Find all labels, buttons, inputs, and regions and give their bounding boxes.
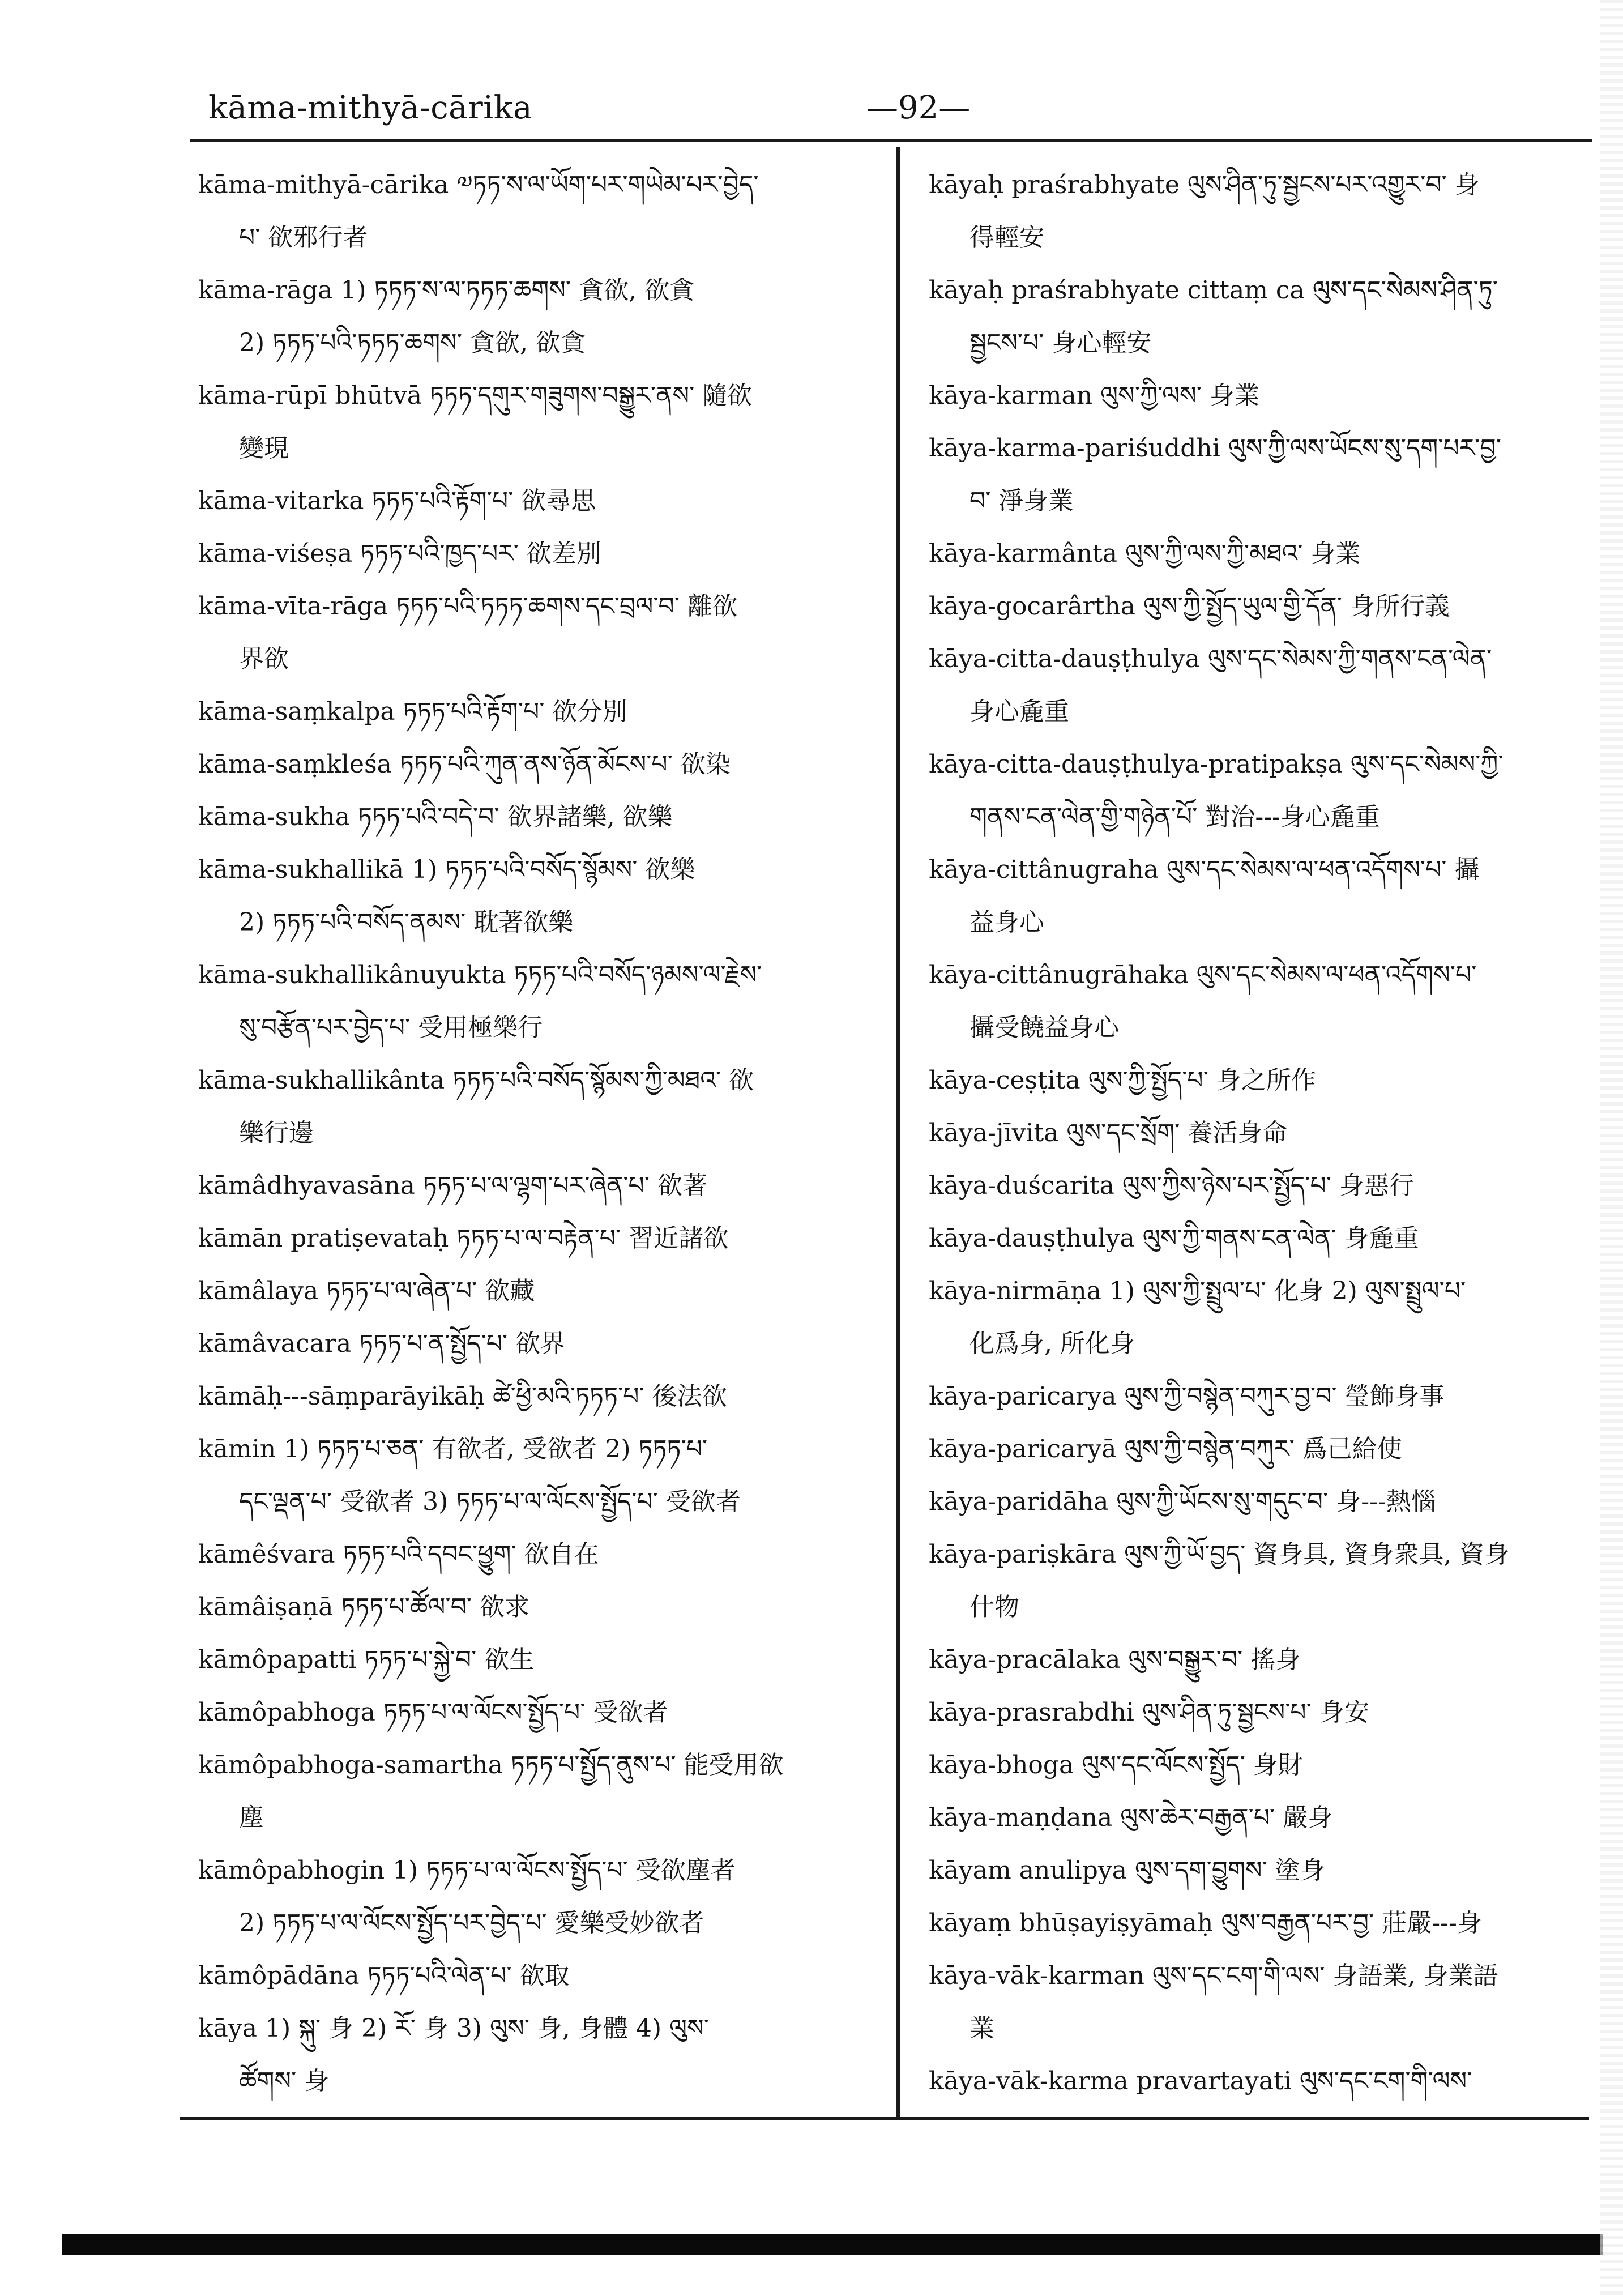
dictionary-entry xyxy=(198,369,881,475)
entry-headline: kāya-citta-dauṣṭhulya-pratipakṣa ལུས་དང་སེམས་ཀྱི་ xyxy=(929,750,1504,779)
dictionary-entry xyxy=(929,1791,1586,1844)
entry-headline: kāya-citta-dauṣṭhulya ལུས་དང་སེམས་ཀྱི་གནས་ངན་ལེན་ xyxy=(929,645,1492,673)
dictionary-entry xyxy=(198,580,881,685)
dictionary-entry xyxy=(198,264,881,369)
entry-continuation: 攝受饒益身心 xyxy=(969,1013,1119,1042)
entry-continuation: གནས་ངན་ལེན་གྱི་གཉེན་པོ་ 對治---身心麁重 xyxy=(969,803,1380,831)
running-head: kāma-mithyā-cārika xyxy=(208,89,533,126)
entry-headline: kāma-rūpī bhūtvā ཏཏཏ་དགུར་གཟུགས་བསྒྱུར་ནས་ 隨欲 xyxy=(198,381,753,410)
dictionary-entry xyxy=(929,1686,1586,1739)
entry-headline: kāma-saṃkalpa ཏཏཏ་པའི་རྟོག་པ་ 欲分別 xyxy=(198,697,627,726)
dictionary-entry xyxy=(929,1475,1586,1528)
entry-continuation: 得輕安 xyxy=(969,223,1044,252)
dictionary-entry xyxy=(929,264,1586,369)
dictionary-entry xyxy=(198,843,881,949)
dictionary-entry xyxy=(198,1528,881,1581)
entry-headline: kāya-cittânugraha ལུས་དང་སེམས་ལ་ཕན་འདོགས་པ་ 攝 xyxy=(929,855,1480,884)
entry-headline: kāmôpapatti ཏཏཏ་པ་སྐྱེ་བ་ 欲生 xyxy=(198,1645,535,1674)
entry-headline: kāma-vitarka ཏཏཏ་པའི་རྟོག་པ་ 欲尋思 xyxy=(198,486,596,515)
dictionary-entry xyxy=(929,1265,1586,1370)
entry-headline: kāya-cittânugrāhaka ལུས་དང་སེམས་ལ་ཕན་འདོགས་པ་ xyxy=(929,961,1477,989)
entry-headline: kāma-saṃkleśa ཏཏཏ་པའི་ཀུན་ནས་ཉོན་མོངས་པ་ 欲染 xyxy=(198,750,731,779)
entry-headline: kāmān pratiṣevataḥ ཏཏཏ་པ་ལ་བརྟེན་པ་ 習近諸欲 xyxy=(198,1224,729,1253)
dictionary-entry xyxy=(929,369,1586,422)
entry-headline: kāya-paricaryā ལུས་ཀྱི་བསྙེན་བཀུར་ 爲己給使 xyxy=(929,1435,1402,1463)
dictionary-entry xyxy=(929,580,1586,633)
top-rule xyxy=(190,139,1592,142)
entry-headline: kāya-karman ལུས་ཀྱི་ལས་ 身業 xyxy=(929,381,1259,410)
entry-headline: kāmāḥ---sāṃparāyikāḥ ཚེ་ཕྱི་མའི་ཏཏཏ་པ་ 後法欲 xyxy=(198,1382,727,1411)
entry-continuation: 樂行邊 xyxy=(239,1119,314,1147)
entry-headline: kāyaḥ praśrabhyate cittaṃ ca ལུས་དང་སེམས་ཤིན་ཏུ་ xyxy=(929,276,1498,305)
entry-headline: kāya-vāk-karman ལུས་དང་ངག་གི་ལས་ 身語業, 身業語 xyxy=(929,1961,1498,1990)
entry-continuation: 什物 xyxy=(969,1593,1019,1621)
dictionary-entry xyxy=(198,1581,881,1633)
entry-headline: kāma-rāga 1) ཏཏཏ་ས་ལ་ཏཏཏ་ཆགས་ 貪欲, 欲貪 xyxy=(198,276,695,305)
entry-headline: kāma-sukhallikā 1) ཏཏཏ་པའི་བསོད་སྙོམས་ 欲樂 xyxy=(198,855,695,884)
entry-continuation: བ་ 淨身業 xyxy=(969,486,1074,515)
entry-headline: kāya-ceṣṭita ལུས་ཀྱི་སྤྱོད་པ་ 身之所作 xyxy=(929,1066,1316,1095)
entry-headline: kāma-sukhallikânta ཏཏཏ་པའི་བསོད་སྙོམས་ཀྱི་མཐའ་ 欲 xyxy=(198,1066,754,1095)
entry-continuation: 界欲 xyxy=(239,645,289,673)
dictionary-entry xyxy=(929,1844,1586,1897)
dictionary-entry xyxy=(198,1212,881,1265)
entry-continuation: དང་ལྡན་པ་ 受欲者 3) ཏཏཏ་པ་ལ་ལོངས་སྤྱོད་པ་ 受欲者 xyxy=(239,1487,741,1516)
page-number: —92— xyxy=(866,89,971,126)
entry-continuation: སུ་བརྩོན་པར་བྱེད་པ་ 受用極樂行 xyxy=(239,1013,543,1042)
entry-headline: kāmôpabhogin 1) ཏཏཏ་པ་ལ་ལོངས་སྤྱོད་པ་ 受欲塵者 xyxy=(198,1856,736,1885)
dictionary-entry xyxy=(198,1370,881,1423)
entry-continuation: 2) ཏཏཏ་པའི་ཏཏཏ་ཆགས་ 貪欲, 欲貪 xyxy=(239,328,586,357)
entry-continuation: 變現 xyxy=(239,434,289,463)
entry-headline: kāma-sukha ཏཏཏ་པའི་བདེ་བ་ 欲界諸樂, 欲樂 xyxy=(198,803,673,831)
entry-headline: kāya-jīvita ལུས་དང་སྲོག་ 養活身命 xyxy=(929,1119,1288,1147)
dictionary-entry xyxy=(198,1265,881,1317)
entry-continuation: སྦྱངས་པ་ 身心輕安 xyxy=(969,328,1152,357)
entry-headline: kāma-sukhallikânuyukta ཏཏཏ་པའི་བསོད་ཉམས་ལ་རྗེས་ xyxy=(198,961,762,989)
entry-headline: kāmôpabhoga-samartha ཏཏཏ་པ་སྤྱོད་ནུས་པ་ 能受用欲 xyxy=(198,1751,784,1779)
dictionary-entry xyxy=(198,2002,881,2107)
dictionary-entry xyxy=(198,949,881,1054)
entry-headline: kāmôpabhoga ཏཏཏ་པ་ལ་ལོངས་སྤྱོད་པ་ 受欲者 xyxy=(198,1698,668,1727)
entry-headline: kāmâlaya ཏཏཏ་པ་ལ་ཞེན་པ་ 欲藏 xyxy=(198,1277,535,1305)
right-column xyxy=(929,159,1586,2107)
entry-headline: kāya-nirmāṇa 1) ལུས་ཀྱི་སྤྲུལ་པ་ 化身 2) ལུས་སྤྲུལ་པ་ xyxy=(929,1277,1466,1305)
entry-headline: kāmâiṣaṇā ཏཏཏ་པ་ཚོལ་བ་ 欲求 xyxy=(198,1593,530,1621)
entry-headline: kāyam anulipya ལུས་དག་བྱུགས་ 塗身 xyxy=(929,1856,1325,1885)
dictionary-entry xyxy=(929,422,1586,527)
dictionary-entry xyxy=(198,685,881,738)
entry-headline: kāya-karmânta ལུས་ཀྱི་ལས་ཀྱི་མཐའ་ 身業 xyxy=(929,539,1361,568)
left-column xyxy=(198,159,881,2107)
dictionary-entry xyxy=(929,2055,1586,2107)
dictionary-entry xyxy=(929,1159,1586,1212)
dictionary-entry xyxy=(929,738,1586,843)
entry-continuation: ཚོགས་ 身 xyxy=(239,2067,330,2096)
entry-headline: kāya-bhoga ལུས་དང་ལོངས་སྤྱོད་ 身財 xyxy=(929,1751,1303,1779)
dictionary-entry xyxy=(198,159,881,264)
dictionary-entry xyxy=(198,1317,881,1370)
entry-headline: kāya-pariṣkāra ལུས་ཀྱི་ཡོ་བྱད་ 資身具, 資身衆具, 資身 xyxy=(929,1540,1510,1569)
dictionary-entry xyxy=(929,159,1586,264)
dictionary-entry xyxy=(198,1633,881,1686)
dictionary-entry xyxy=(198,1844,881,1949)
dictionary-entry xyxy=(929,843,1586,949)
entry-headline: kāya-prasrabdhi ལུས་ཤིན་ཏུ་སྦྱངས་པ་ 身安 xyxy=(929,1698,1369,1727)
dictionary-entry xyxy=(929,1054,1586,1107)
dictionary-entry xyxy=(929,1107,1586,1159)
bottom-rule xyxy=(180,2117,1589,2120)
entry-headline: kāya 1) སྐུ་ 身 2) རོ་ 身 3) ལུས་ 身, 身體 4) ལུས་ xyxy=(198,2014,710,2043)
entry-headline: kāyaṃ bhūṣayiṣyāmaḥ ལུས་བརྒྱན་པར་བྱ་ 莊嚴---身 xyxy=(929,1909,1482,1937)
entry-headline: kāya-paricarya ལུས་ཀྱི་བསྙེན་བཀུར་བྱ་བ་ 瑩飾身事 xyxy=(929,1382,1445,1411)
entry-headline: kāya-gocarârtha ལུས་ཀྱི་སྤྱོད་ཡུལ་གྱི་དོན་ 身所行義 xyxy=(929,592,1450,621)
dictionary-entry xyxy=(929,1528,1586,1633)
column-divider xyxy=(896,147,900,2118)
dictionary-entry xyxy=(198,527,881,580)
entry-headline: kāya-karma-pariśuddhi ལུས་ཀྱི་ལས་ཡོངས་སུ་དག་པར་བྱ་ xyxy=(929,434,1501,463)
dictionary-entry xyxy=(929,527,1586,580)
entry-headline: kāyaḥ praśrabhyate ལུས་ཤིན་ཏུ་སྦྱངས་པར་འགྱུར་བ་ 身 xyxy=(929,170,1480,199)
dictionary-entry xyxy=(929,1739,1586,1791)
entry-continuation: པ་ 欲邪行者 xyxy=(239,223,368,252)
dictionary-entry xyxy=(198,1054,881,1159)
scan-edge-band xyxy=(62,2234,1603,2255)
entry-headline: kāmêśvara ཏཏཏ་པའི་དབང་ཕྱུག་ 欲自在 xyxy=(198,1540,599,1569)
entry-headline: kāmin 1) ཏཏཏ་པ་ཅན་ 有欲者, 受欲者 2) ཏཏཏ་པ་ xyxy=(198,1435,708,1463)
dictionary-entry xyxy=(198,1949,881,2002)
dictionary-entry xyxy=(198,1739,881,1844)
entry-continuation: 益身心 xyxy=(969,908,1044,937)
entry-headline: kāya-pracālaka ལུས་བསྒྱུར་བ་ 搖身 xyxy=(929,1645,1301,1674)
dictionary-entry xyxy=(198,1159,881,1212)
entry-continuation: 塵 xyxy=(239,1803,264,1832)
entry-continuation: 2) ཏཏཏ་པའི་བསོད་ནམས་ 耽著欲樂 xyxy=(239,908,574,937)
entry-continuation: 業 xyxy=(969,2014,994,2043)
entry-headline: kāma-mithyā-cārika ༧ཏཏ་ས་ལ་ཡོག་པར་གཡེམ་པར་བྱེད་ xyxy=(198,170,759,199)
dictionary-entry xyxy=(929,1370,1586,1423)
dictionary-entry xyxy=(929,1423,1586,1475)
dictionary-entry xyxy=(198,1423,881,1528)
dictionary-entry xyxy=(929,1949,1586,2055)
entry-headline: kāya-dauṣṭhulya ལུས་ཀྱི་གནས་ངན་ལེན་ 身麁重 xyxy=(929,1224,1419,1253)
entry-headline: kāya-duścarita ལུས་ཀྱིས་ཉེས་པར་སྤྱོད་པ་ 身惡行 xyxy=(929,1171,1414,1200)
dictionary-entry xyxy=(929,1897,1586,1949)
entry-headline: kāma-viśeṣa ཏཏཏ་པའི་ཁྱད་པར་ 欲差別 xyxy=(198,539,601,568)
entry-continuation: 身心麁重 xyxy=(969,697,1069,726)
dictionary-entry xyxy=(929,1633,1586,1686)
entry-continuation: 2) ཏཏཏ་པ་ལ་ལོངས་སྤྱོད་པར་བྱེད་པ་ 愛樂受妙欲者 xyxy=(239,1909,704,1937)
entry-headline: kāya-maṇḍana ལུས་ཆེར་བརྒྱན་པ་ 嚴身 xyxy=(929,1803,1333,1832)
dictionary-entry xyxy=(929,949,1586,1054)
dictionary-entry xyxy=(198,1686,881,1739)
dictionary-entry xyxy=(198,738,881,791)
dictionary-entry xyxy=(198,475,881,527)
entry-headline: kāya-paridāha ལུས་ཀྱི་ཡོངས་སུ་གདུང་བ་ 身---熱惱 xyxy=(929,1487,1436,1516)
entry-headline: kāmâdhyavasāna ཏཏཏ་པ་ལ་ལྷག་པར་ཞེན་པ་ 欲著 xyxy=(198,1171,707,1200)
entry-headline: kāma-vīta-rāga ཏཏཏ་པའི་ཏཏཏ་ཆགས་དང་བྲལ་བ་ 離欲 xyxy=(198,592,737,621)
dictionary-entry xyxy=(929,633,1586,738)
entry-headline: kāmâvacara ཏཏཏ་པ་ན་སྤྱོད་པ་ 欲界 xyxy=(198,1329,566,1358)
dictionary-entry xyxy=(198,791,881,843)
entry-headline: kāmôpādāna ཏཏཏ་པའི་ལེན་པ་ 欲取 xyxy=(198,1961,570,1990)
entry-headline: kāya-vāk-karma pravartayati ལུས་དང་ངག་གི་ལས་ xyxy=(929,2067,1472,2096)
scan-edge-noise xyxy=(1600,0,1623,2296)
dictionary-entry xyxy=(929,1212,1586,1265)
entry-continuation: 化爲身, 所化身 xyxy=(969,1329,1135,1358)
